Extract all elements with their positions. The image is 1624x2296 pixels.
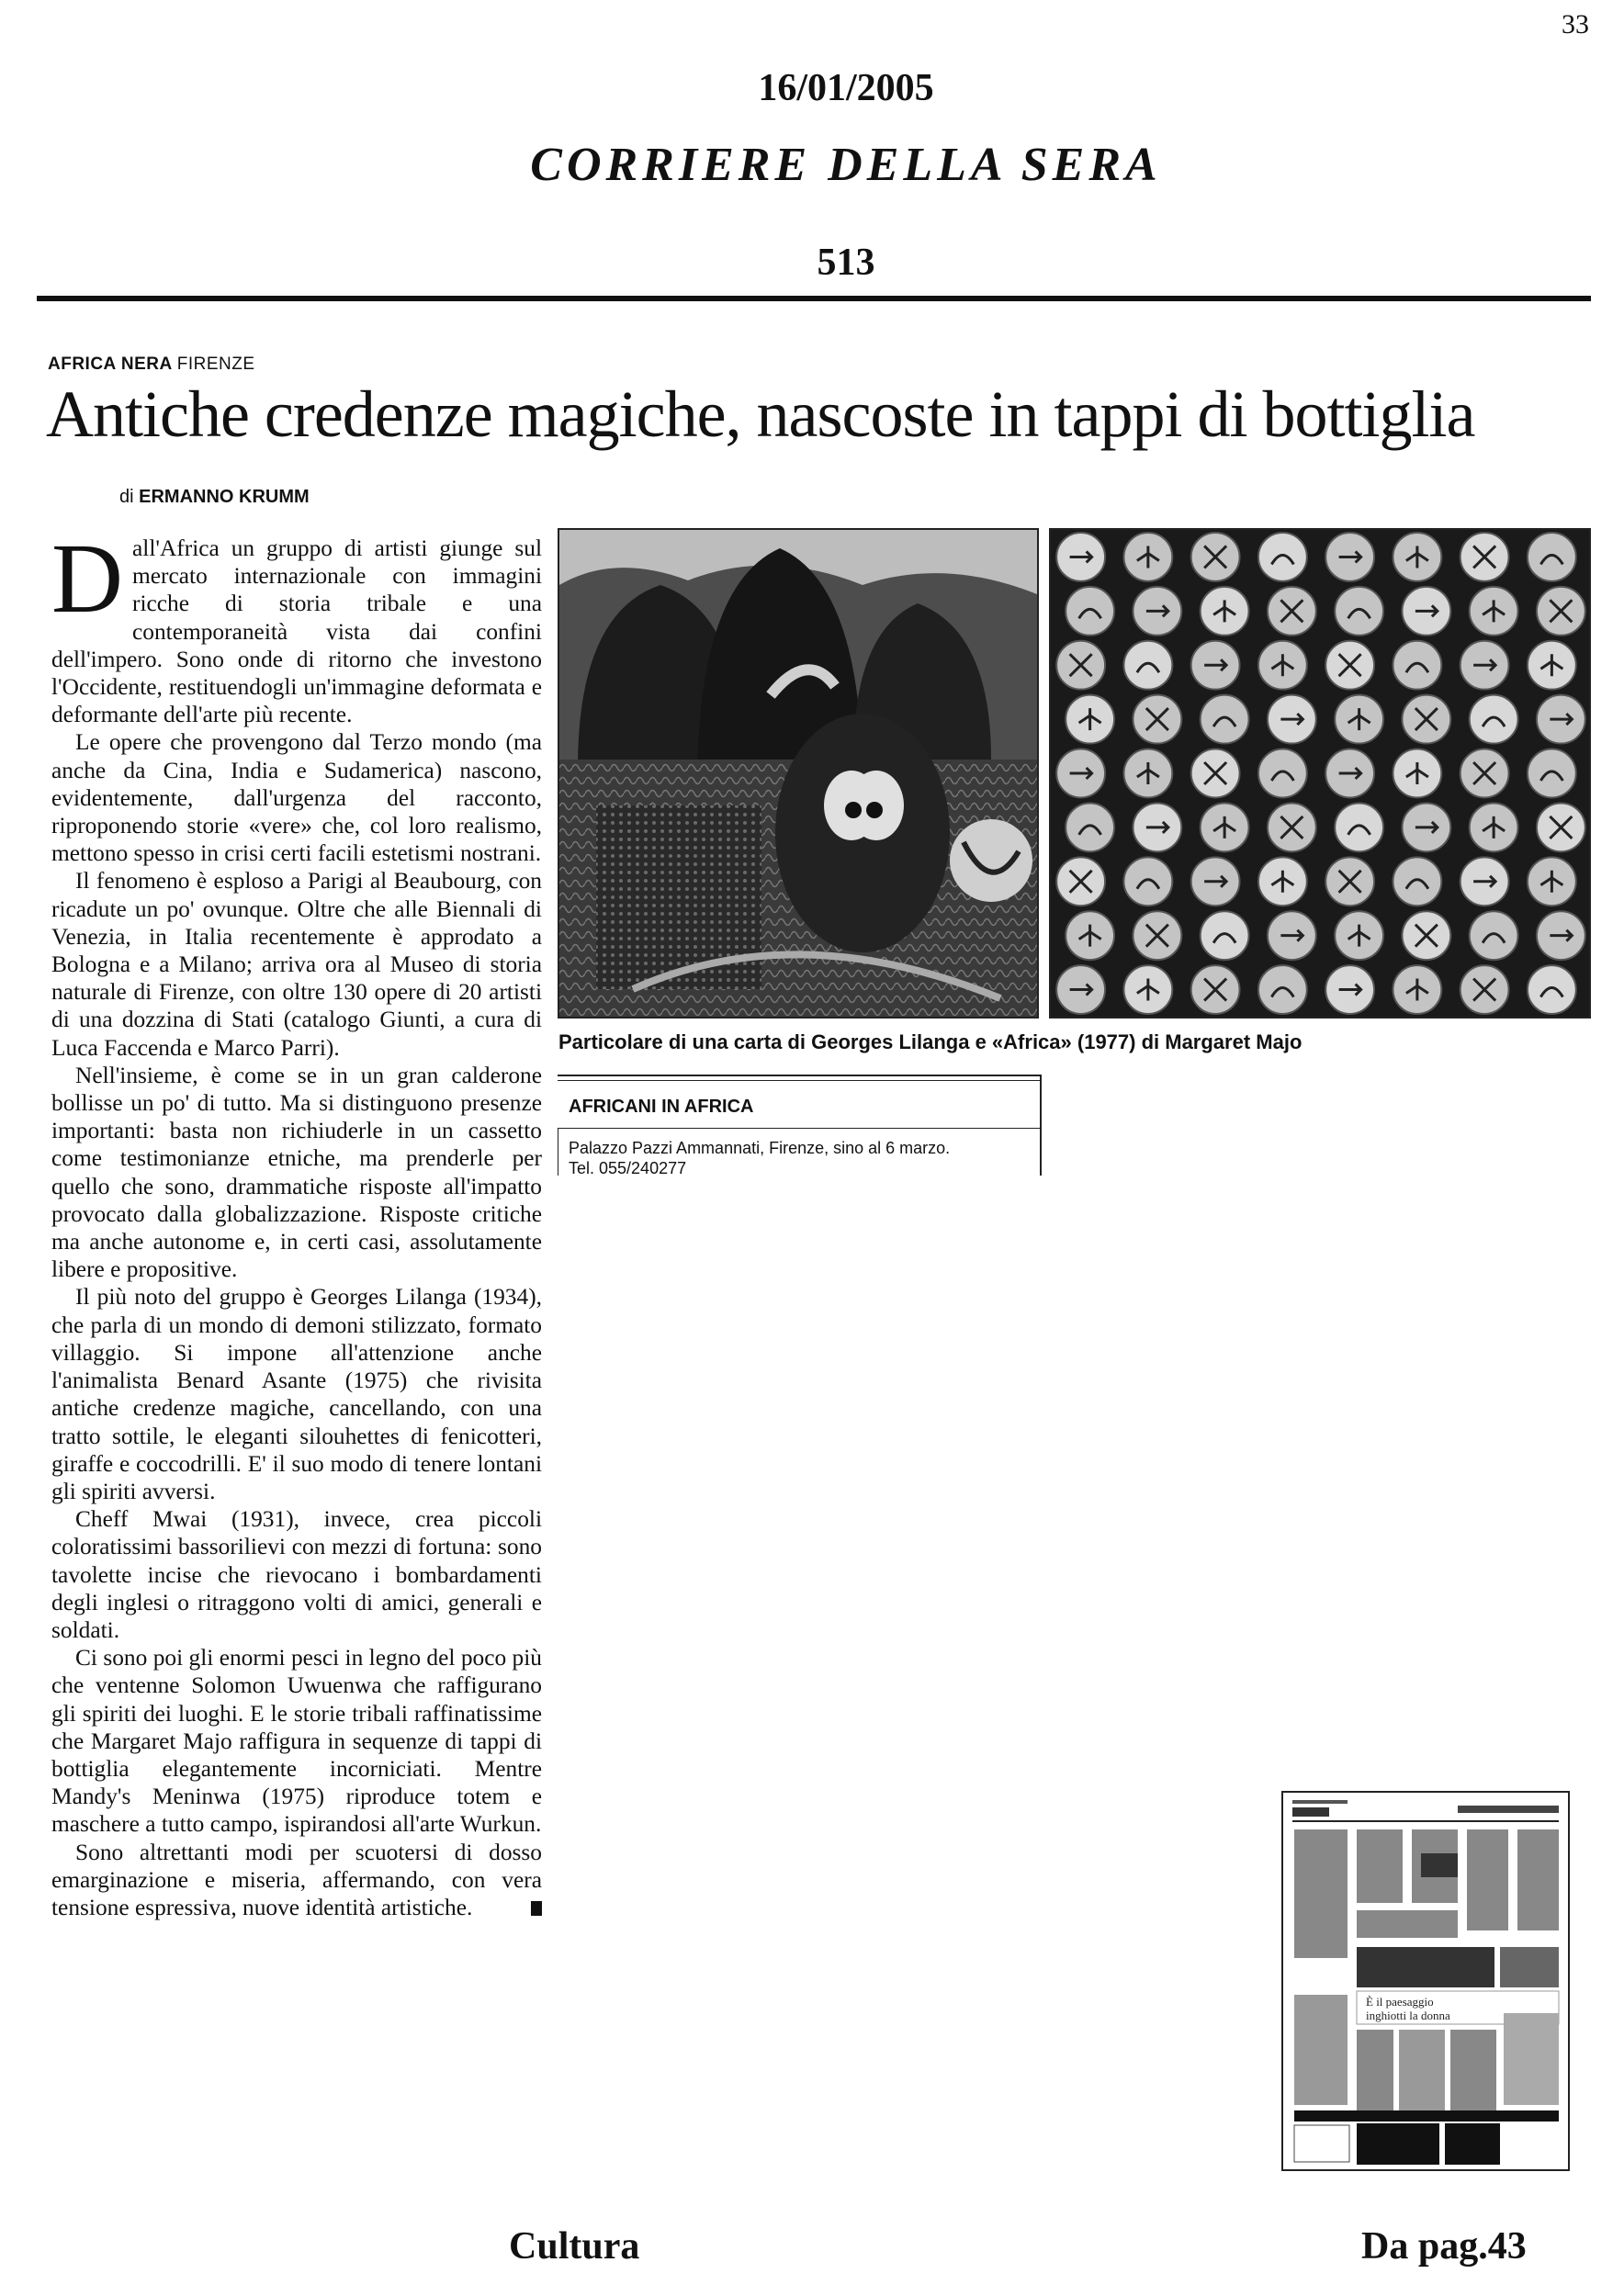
header-rule [37, 296, 1591, 301]
drop-cap: D [51, 524, 123, 634]
end-mark [531, 1901, 542, 1916]
infobox-venue: Palazzo Pazzi Ammannati, Firenze, sino al 6 marzo. [569, 1139, 951, 1157]
article-paragraph: Il più noto del gruppo è Georges Lilanga (1934), che parla di un mondo di demoni stilizzato, formato villaggio. Si impone all'attenzione anche l'animalista Benard Asante (1975) che rivisita antiche credenze magiche, cancellando, con una tratto sottile, le eleganti silouhettes di fenicotteri, giraffe e coccodrilli. E' il suo modo di tenere lontani gli spiriti avversi. [51, 1284, 542, 1504]
photo-caption: Particolare di una carta di Georges Lilanga e «Africa» (1977) di Margaret Majo [558, 1030, 1303, 1053]
page-thumbnail [1281, 1791, 1570, 2171]
exhibition-infobox [558, 1075, 1042, 1176]
footer-page-reference: Da pag.43 [1361, 2225, 1527, 2268]
article-paragraph: Nell'insieme, è come se in un gran calderone bollisse un po' di tutto. Ma si distinguono presenze importanti: basta non richiuderle in un cassetto come testimonianze etniche, ma prenderle per quello che sono, drammatiche risposte all'impatto provocato dalla globalizzazione. Risposte critiche ma anche autonome e, in certi casi, assolutamente libere e propositive. [51, 1062, 542, 1283]
article-paragraph: Sono altrettanti modi per scuotersi di dosso emarginazione e miseria, affermando, con vera tensione espressiva, nuove identità artistiche. [51, 1839, 542, 1920]
byline-author: ERMANNO KRUMM [139, 487, 310, 507]
infobox-rule [558, 1128, 1040, 1129]
article-paragraph: Dall'Africa un gruppo di artisti giunge sul mercato internazionale con immagini ricche di storia tribale e una contemporaneità vista dai confini dell'impero. Sono onde di ritorno che investono l'Occidente, restituendogli un'immagine deformata e deformante dell'arte più recente. [51, 524, 542, 728]
byline-prefix: di [119, 487, 134, 507]
majo-bottlecaps-photo [1049, 528, 1591, 1019]
infobox-rule [558, 1075, 1040, 1076]
thumbnail-headline: È il paesaggio inghiotti la donna [1366, 1995, 1450, 2022]
article-headline: Antiche credenze magiche, nascoste in tappi di bottiglia [46, 377, 1475, 451]
lilanga-artwork-photo [558, 528, 1039, 1019]
footer-section: Cultura [509, 2225, 640, 2268]
kicker-city: FIRENZE [176, 355, 255, 374]
article-paragraph: Le opere che provengono dal Terzo mondo (ma anche da Cina, India e Sudamerica) nascono, evidentemente, dall'urgenza del racconto, riproponendo storie «vere» che, col loro realismo, mettono spesso in crisi certi facili estetismi nostrani. [51, 729, 542, 867]
clipping-date: 16/01/2005 [758, 67, 934, 109]
infobox-rule [558, 1080, 1040, 1081]
infobox-phone: Tel. 055/240277 [569, 1159, 687, 1177]
article-paragraph: Cheff Mwai (1931), invece, crea piccoli coloratissimi bassorilievi con mezzi di fortuna: sono tavolette incise che rievocano i bombardamenti degli inglesi o ritraggono volti di amici, generali e soldati. [51, 1506, 542, 1643]
newspaper-name: CORRIERE DELLA SERA [530, 139, 1162, 191]
article-paragraph: Il fenomeno è esploso a Parigi al Beaubourg, con ricadute un po' ovunque. Oltre che alle Biennali di Venezia, in Italia recentemente è approdato a Bologna e a Milano; arriva ora al Museo di storia naturale di Firenze, con oltre 130 opere di 20 artisti di una dozzina di Stati (catalogo Giunti, a cura di Luca Faccenda e Marco Parri). [51, 868, 542, 1061]
article-kicker [48, 355, 255, 375]
article-byline [119, 487, 310, 508]
issue-number: 513 [817, 242, 875, 284]
article-body [51, 524, 542, 1921]
kicker-section: AFRICA NERA [48, 355, 172, 374]
infobox-title: AFRICANI IN AFRICA [569, 1097, 754, 1117]
article-paragraph: Ci sono poi gli enormi pesci in legno del poco più che ventenne Solomon Uwuenwa che raffigurano gli spiriti dei luoghi. E le storie tribali raffinatissime che Margaret Majo raffigura in sequenze di tappi di bottiglia elegantemente incorniciati. Mentre Mandy's Meninwa (1975) riproduce totem e maschere a tutto campo, ispirandosi all'arte Wurkun. [51, 1645, 542, 1838]
page-number: 33 [1562, 9, 1589, 39]
